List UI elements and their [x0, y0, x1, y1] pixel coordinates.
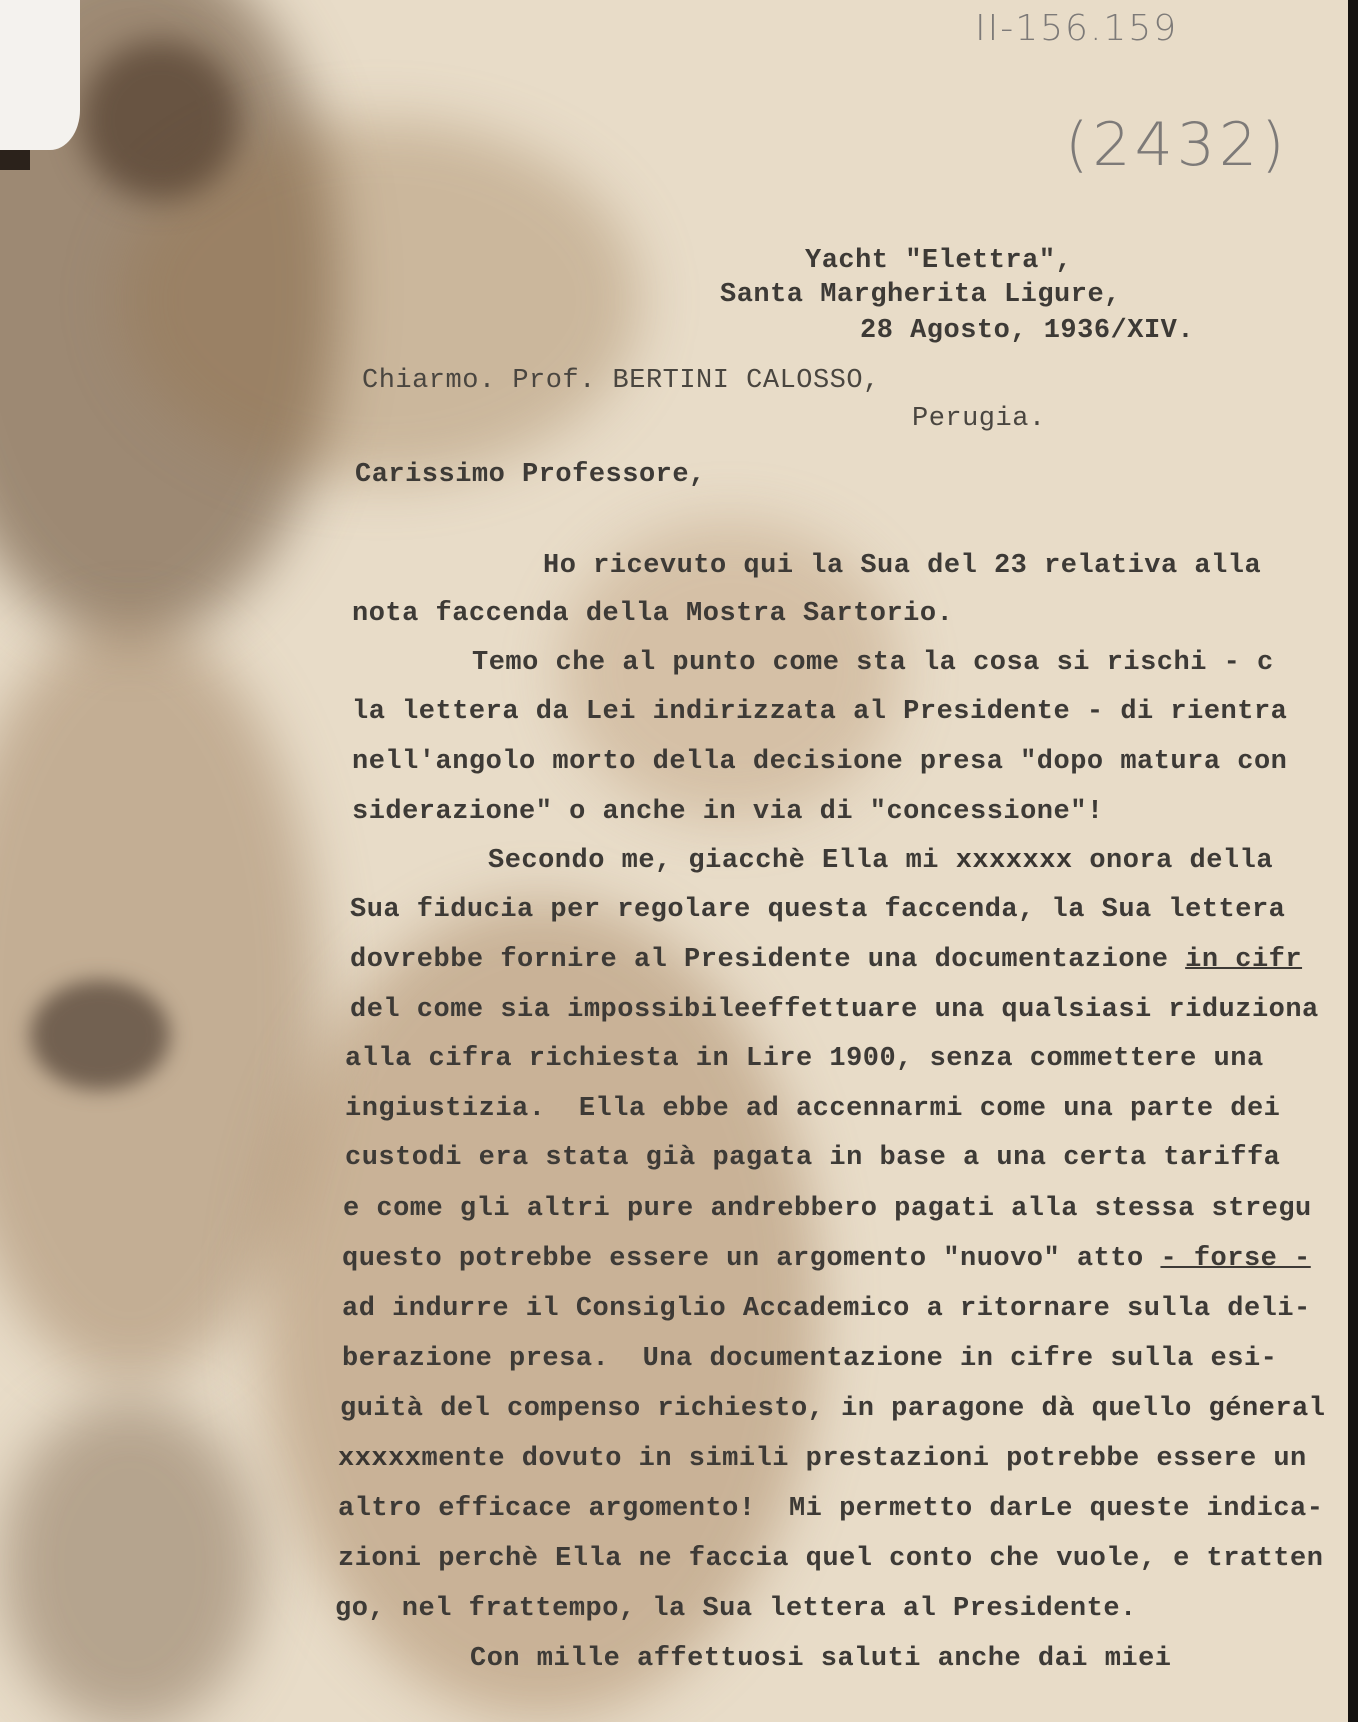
- header-date: 28 Agosto, 1936/XIV.: [860, 316, 1195, 346]
- water-stain: [30, 980, 170, 1090]
- scan-edge: [1348, 0, 1358, 1722]
- body-line: nell'angolo morto della decisione presa "dopo matura con: [352, 747, 1288, 777]
- text-run: quello: [1091, 1394, 1192, 1424]
- struck-out-text: géneral: [1208, 1394, 1326, 1424]
- body-line: Ho ricevuto qui la Sua del 23 relativa alla: [543, 551, 1262, 581]
- text-run: onora della: [1089, 846, 1274, 876]
- header-line-2: Santa Margherita Ligure,: [720, 280, 1121, 310]
- body-line: berazione presa. Una documentazione in cifre sulla esi-: [342, 1344, 1278, 1374]
- text-run: Secondo me, giacchè Ella mi: [488, 846, 939, 876]
- body-line: del come sia impossibileeffettuare una qualsiasi riduziona: [350, 995, 1319, 1025]
- body-line: Sua fiducia per regolare questa faccenda, la Sua lettera: [350, 895, 1286, 925]
- body-line: custodi era stata già pagata in base a una certa tariffa: [345, 1143, 1281, 1173]
- body-line: [338, 1446, 1307, 1473]
- torn-corner-shadow: [0, 150, 30, 170]
- underlined-text: in cifr: [1185, 945, 1303, 975]
- underlined-text: - forse -: [1160, 1244, 1311, 1274]
- body-line: nota faccenda della Mostra Sartorio.: [352, 599, 954, 629]
- body-line: e come gli altri pure andrebbero pagati alla stessa stregu: [343, 1194, 1312, 1224]
- water-stain: [80, 40, 240, 200]
- water-stain: [120, 120, 640, 480]
- body-line: la lettera da Lei indirizzata al Presidente - di rientra: [352, 697, 1288, 727]
- header-line-1: Yacht "Elettra",: [805, 246, 1073, 276]
- body-line: ingiustizia. Ella ebbe ad accennarmi come una parte dei: [345, 1094, 1281, 1124]
- archive-number: (2432): [1065, 110, 1289, 180]
- body-line: [340, 1396, 1325, 1423]
- body-line: zioni perchè Ella ne faccia quel conto che vuole, e tratten: [338, 1544, 1324, 1574]
- body-line: altro efficace argomento! Mi permetto darLe queste indica-: [338, 1494, 1324, 1524]
- body-line: [350, 947, 1302, 974]
- body-line: ad indurre il Consiglio Accademico a ritornare sulla deli-: [342, 1294, 1311, 1324]
- recipient-name: Chiarmo. Prof. BERTINI CALOSSO,: [362, 366, 880, 396]
- body-line: Temo che al punto come sta la cosa si rischi - c: [472, 648, 1274, 678]
- body-line: siderazione" o anche in via di "concessione"!: [352, 797, 1104, 827]
- recipient-city: Perugia.: [912, 404, 1046, 434]
- archive-reference: II-156.159: [975, 8, 1179, 49]
- closing-line: Con mille affettuosi saluti anche dai miei: [470, 1644, 1172, 1674]
- body-line: [488, 848, 1273, 875]
- struck-out-text: dà: [1041, 1394, 1075, 1424]
- salutation: Carissimo Professore,: [355, 460, 706, 490]
- text-run: mente dovuto in simili prestazioni potrebbe essere un: [421, 1444, 1307, 1474]
- text-run: guità del compenso richiesto, in paragone: [340, 1394, 1025, 1424]
- text-run: questo potrebbe essere un argomento "nuovo" atto: [342, 1244, 1144, 1274]
- body-line: [342, 1246, 1311, 1273]
- text-run: dovrebbe fornire al Presidente una documentazione: [350, 945, 1169, 975]
- struck-out-text: xxxxx: [338, 1444, 422, 1474]
- struck-out-text: xxxxxxx: [955, 846, 1073, 876]
- torn-corner: [0, 0, 80, 150]
- body-line: go, nel frattempo, la Sua lettera al Presidente.: [335, 1594, 1137, 1624]
- body-line: alla cifra richiesta in Lire 1900, senza commettere una: [345, 1044, 1264, 1074]
- water-stain: [0, 620, 320, 1380]
- water-stain: [0, 1400, 260, 1722]
